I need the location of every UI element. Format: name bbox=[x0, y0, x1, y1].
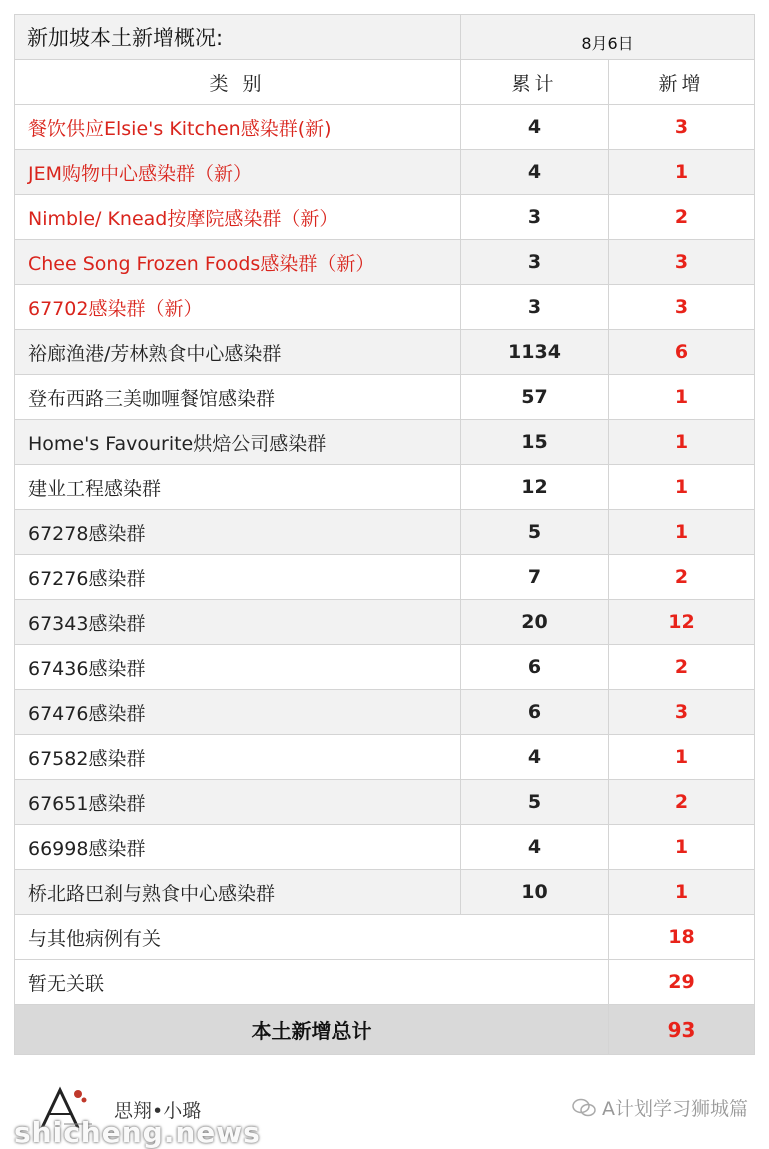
new-count: 2 bbox=[609, 195, 755, 240]
new-count: 29 bbox=[609, 960, 755, 1005]
cumulative-count: 12 bbox=[461, 465, 609, 510]
cluster-name: 67651感染群 bbox=[15, 780, 461, 825]
new-count: 3 bbox=[609, 240, 755, 285]
table-row bbox=[15, 870, 755, 915]
table-row bbox=[15, 465, 755, 510]
footer bbox=[14, 1082, 754, 1149]
table-row bbox=[15, 375, 755, 420]
new-count: 18 bbox=[609, 915, 755, 960]
cluster-name: Chee Song Frozen Foods感染群（新） bbox=[15, 240, 461, 285]
wechat-icon bbox=[572, 1098, 596, 1118]
table-row bbox=[15, 825, 755, 870]
new-count: 2 bbox=[609, 780, 755, 825]
cumulative-count: 4 bbox=[461, 150, 609, 195]
new-count: 1 bbox=[609, 465, 755, 510]
category-name: 暂无关联 bbox=[15, 960, 609, 1005]
table-row bbox=[15, 195, 755, 240]
cumulative-count: 4 bbox=[461, 735, 609, 780]
cluster-name: JEM购物中心感染群（新） bbox=[15, 150, 461, 195]
table-row bbox=[15, 150, 755, 195]
cumulative-count: 3 bbox=[461, 285, 609, 330]
cumulative-count: 20 bbox=[461, 600, 609, 645]
cluster-name: 67582感染群 bbox=[15, 735, 461, 780]
table-row bbox=[15, 555, 755, 600]
report-date: 8月6日 bbox=[461, 15, 755, 60]
table-row bbox=[15, 420, 755, 465]
cluster-name: Nimble/ Knead按摩院感染群（新） bbox=[15, 195, 461, 240]
cumulative-count: 15 bbox=[461, 420, 609, 465]
table-row bbox=[15, 330, 755, 375]
table-row bbox=[15, 780, 755, 825]
new-count: 3 bbox=[609, 690, 755, 735]
table-row bbox=[15, 240, 755, 285]
new-count: 2 bbox=[609, 645, 755, 690]
total-label: 本土新增总计 bbox=[15, 1005, 609, 1055]
new-count: 2 bbox=[609, 555, 755, 600]
new-count: 1 bbox=[609, 735, 755, 780]
table-row bbox=[15, 285, 755, 330]
cluster-name: 67278感染群 bbox=[15, 510, 461, 555]
cumulative-count: 4 bbox=[461, 105, 609, 150]
cluster-name: 67702感染群（新） bbox=[15, 285, 461, 330]
cumulative-count: 5 bbox=[461, 510, 609, 555]
cluster-name: 67276感染群 bbox=[15, 555, 461, 600]
cluster-name: 裕廊渔港/芳林熟食中心感染群 bbox=[15, 330, 461, 375]
table-row bbox=[15, 960, 755, 1005]
author-credit: 思翔•小璐 bbox=[114, 1100, 202, 1122]
new-count: 3 bbox=[609, 285, 755, 330]
table-row bbox=[15, 600, 755, 645]
cumulative-count: 6 bbox=[461, 690, 609, 735]
cumulative-count: 4 bbox=[461, 825, 609, 870]
cumulative-count: 3 bbox=[461, 195, 609, 240]
total-value: 93 bbox=[609, 1005, 755, 1055]
column-header-row bbox=[15, 60, 755, 105]
new-count: 1 bbox=[609, 825, 755, 870]
wechat-account bbox=[572, 1094, 748, 1121]
cluster-name: 67343感染群 bbox=[15, 600, 461, 645]
column-header-new: 新增 bbox=[609, 60, 755, 105]
table-row bbox=[15, 105, 755, 150]
wechat-account-name: A计划学习狮城篇 bbox=[602, 1098, 748, 1120]
column-header-cumulative: 累计 bbox=[461, 60, 609, 105]
cluster-name: 桥北路巴刹与熟食中心感染群 bbox=[15, 870, 461, 915]
cluster-name: 67476感染群 bbox=[15, 690, 461, 735]
cluster-name: 建业工程感染群 bbox=[15, 465, 461, 510]
column-header-category: 类 别 bbox=[15, 60, 461, 105]
cumulative-count: 3 bbox=[461, 240, 609, 285]
new-count: 1 bbox=[609, 375, 755, 420]
table-row bbox=[15, 735, 755, 780]
new-count: 12 bbox=[609, 600, 755, 645]
cumulative-count: 57 bbox=[461, 375, 609, 420]
new-count: 1 bbox=[609, 870, 755, 915]
table-row bbox=[15, 915, 755, 960]
new-count: 1 bbox=[609, 150, 755, 195]
new-count: 6 bbox=[609, 330, 755, 375]
table-row bbox=[15, 510, 755, 555]
cluster-name: 67436感染群 bbox=[15, 645, 461, 690]
cluster-name: 66998感染群 bbox=[15, 825, 461, 870]
table-row bbox=[15, 690, 755, 735]
cumulative-count: 7 bbox=[461, 555, 609, 600]
site-watermark: shicheng.news bbox=[14, 1116, 261, 1149]
table-row bbox=[15, 645, 755, 690]
cumulative-count: 10 bbox=[461, 870, 609, 915]
table-title: 新加坡本土新增概况: bbox=[15, 15, 461, 60]
cluster-name: 登布西路三美咖喱餐馆感染群 bbox=[15, 375, 461, 420]
cluster-name: Home's Favourite烘焙公司感染群 bbox=[15, 420, 461, 465]
cumulative-count: 6 bbox=[461, 645, 609, 690]
title-row bbox=[15, 15, 755, 60]
cumulative-count: 1134 bbox=[461, 330, 609, 375]
cluster-name: 餐饮供应Elsie's Kitchen感染群(新) bbox=[15, 105, 461, 150]
new-count: 1 bbox=[609, 510, 755, 555]
cumulative-count: 5 bbox=[461, 780, 609, 825]
cases-table bbox=[14, 14, 754, 1055]
category-name: 与其他病例有关 bbox=[15, 915, 609, 960]
new-count: 1 bbox=[609, 420, 755, 465]
new-count: 3 bbox=[609, 105, 755, 150]
total-row bbox=[15, 1005, 755, 1055]
